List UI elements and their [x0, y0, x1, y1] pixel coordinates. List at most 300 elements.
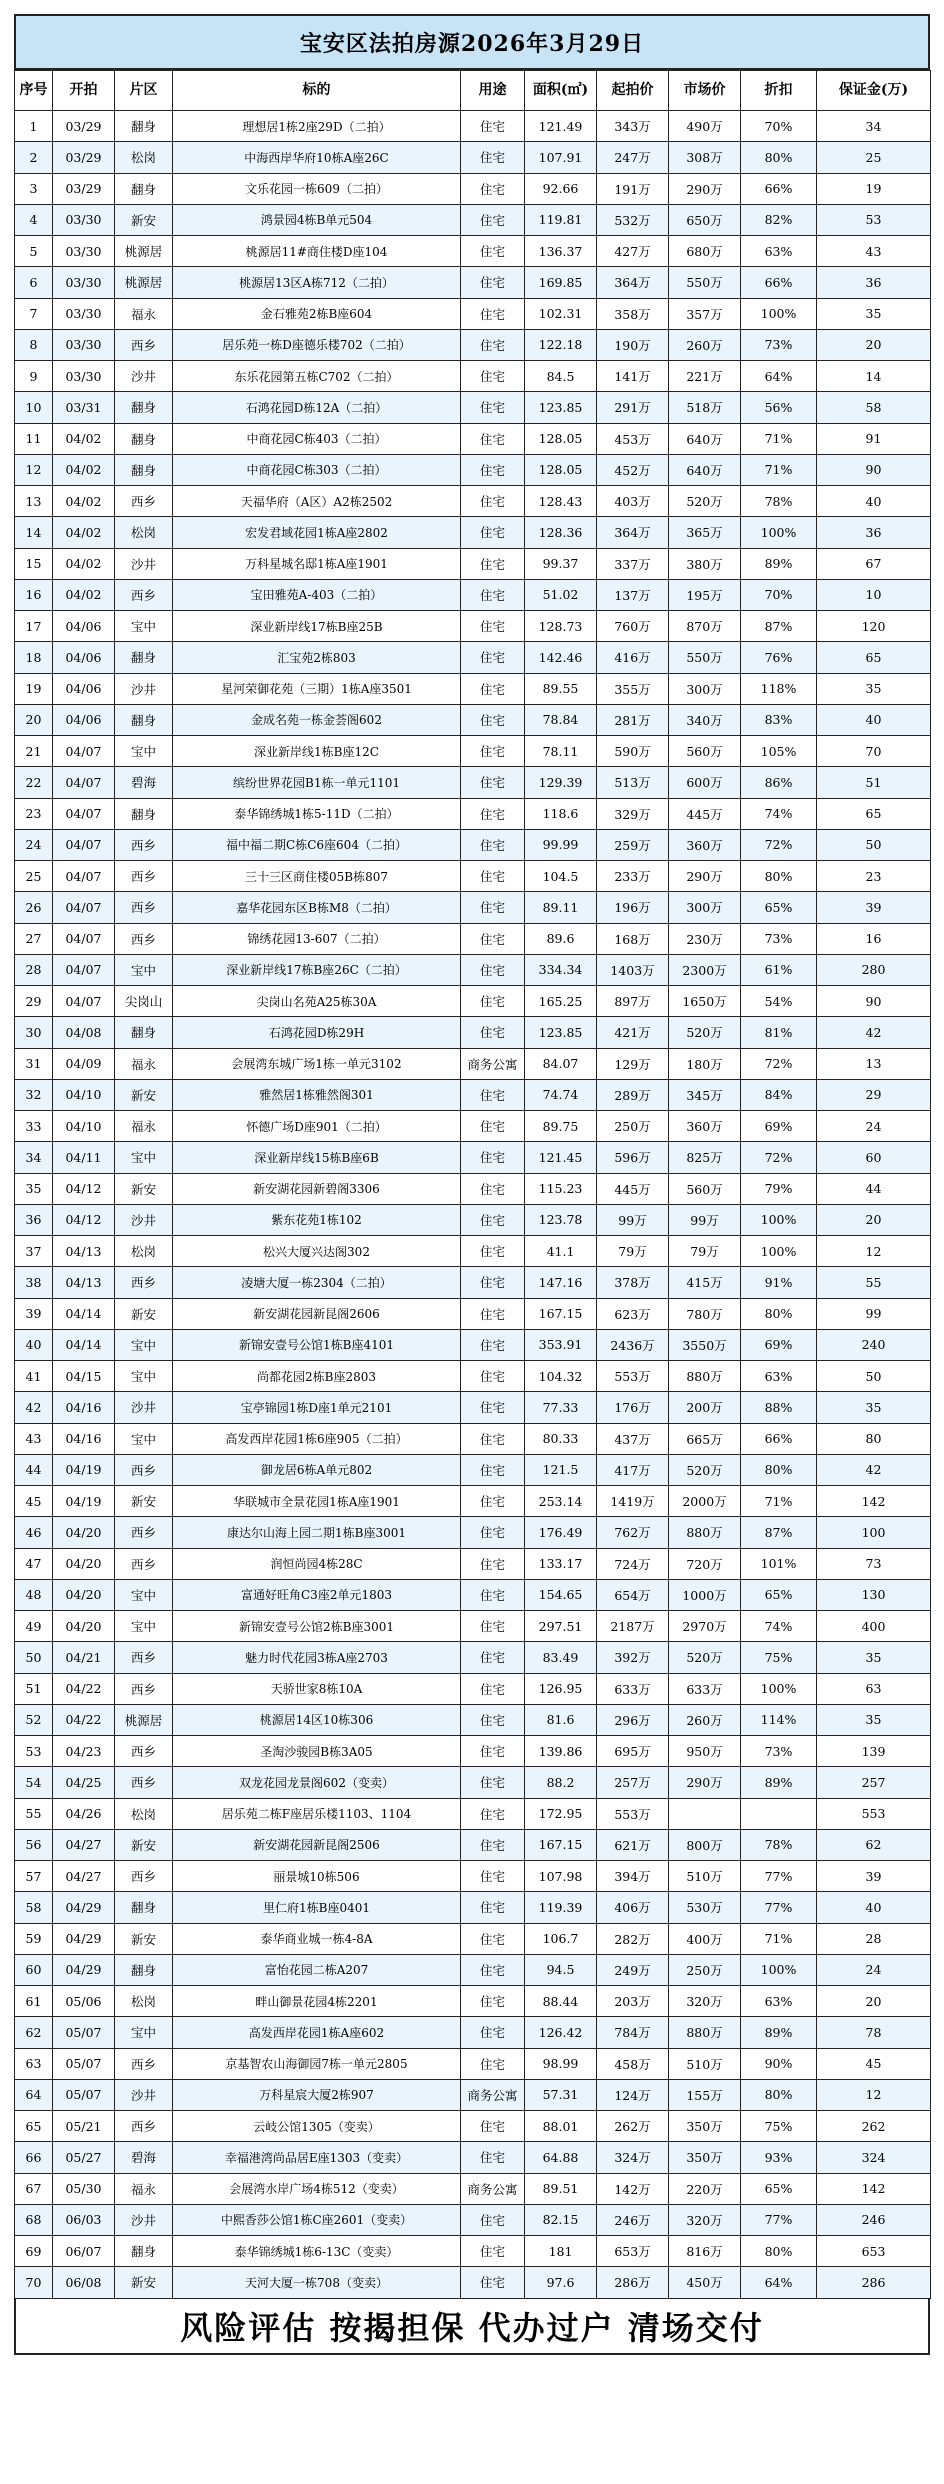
col-start-price-cell: 291万: [597, 392, 669, 423]
col-property-cell: 润恒尚园4栋28C: [173, 1548, 461, 1579]
col-market-price-cell: 800万: [669, 1829, 741, 1860]
col-discount-cell: 64%: [741, 2267, 817, 2298]
col-usage-cell: 住宅: [461, 2111, 525, 2142]
col-discount-cell: 91%: [741, 1267, 817, 1298]
col-deposit-cell: 90: [817, 986, 931, 1017]
col-discount-cell: 70%: [741, 579, 817, 610]
col-auction-date-cell: 04/10: [53, 1079, 115, 1110]
col-start-price-cell: 196万: [597, 892, 669, 923]
col-start-price-cell: 1403万: [597, 954, 669, 985]
col-market-price-cell: 290万: [669, 1767, 741, 1798]
col-deposit-cell: 62: [817, 1829, 931, 1860]
col-usage-cell: 住宅: [461, 923, 525, 954]
col-discount-cell: 69%: [741, 1111, 817, 1142]
table-row: [15, 1361, 931, 1392]
col-start-price-cell: 760万: [597, 611, 669, 642]
table-row: [15, 1079, 931, 1110]
col-start-price-cell: 259万: [597, 829, 669, 860]
col-property-cell: 富通好旺角C3座2单元1803: [173, 1579, 461, 1610]
table-row: [15, 298, 931, 329]
col-start-price-cell: 762万: [597, 1517, 669, 1548]
col-discount-cell: 74%: [741, 798, 817, 829]
table-row: [15, 1142, 931, 1173]
table-row: [15, 2048, 931, 2079]
col-usage-cell: 住宅: [461, 1454, 525, 1485]
col-deposit-cell: 246: [817, 2204, 931, 2235]
table-row: [15, 1798, 931, 1829]
col-auction-date-cell: 04/07: [53, 923, 115, 954]
col-market-price-cell: 560万: [669, 736, 741, 767]
col-deposit-cell: 25: [817, 142, 931, 173]
col-district-cell: 新安: [115, 1079, 173, 1110]
col-auction-date-cell: 04/06: [53, 704, 115, 735]
col-property-cell: 里仁府1栋B座0401: [173, 1892, 461, 1923]
col-deposit-cell: 55: [817, 1267, 931, 1298]
col-start-price-cell: 427万: [597, 236, 669, 267]
col-area-cell: 169.85: [525, 267, 597, 298]
table-row: [15, 954, 931, 985]
col-area-cell: 106.7: [525, 1923, 597, 1954]
table-row: [15, 1986, 931, 2017]
col-discount-cell: 80%: [741, 861, 817, 892]
col-property-cell: 尖岗山名苑A25栋30A: [173, 986, 461, 1017]
col-index-cell: 26: [15, 892, 53, 923]
col-area-cell: 128.73: [525, 611, 597, 642]
col-index-cell: 16: [15, 579, 53, 610]
col-discount-cell: 74%: [741, 1611, 817, 1642]
col-usage-cell: 住宅: [461, 736, 525, 767]
col-area-cell: 98.99: [525, 2048, 597, 2079]
col-property-cell: 居乐苑二栋F座居乐楼1103、1104: [173, 1798, 461, 1829]
page-title: 宝安区法拍房源2026年3月29日: [14, 14, 930, 70]
col-discount-cell: 118%: [741, 673, 817, 704]
col-area-cell: 64.88: [525, 2142, 597, 2173]
col-usage-cell: 住宅: [461, 2048, 525, 2079]
col-start-price-cell: 406万: [597, 1892, 669, 1923]
col-auction-date-cell: 04/21: [53, 1642, 115, 1673]
col-area-cell: 107.91: [525, 142, 597, 173]
col-index-cell: 34: [15, 1142, 53, 1173]
col-area-cell: 129.39: [525, 767, 597, 798]
col-district-cell: 西乡: [115, 2111, 173, 2142]
col-usage-cell: 商务公寓: [461, 1048, 525, 1079]
col-property-cell: 康达尔山海上园二期1栋B座3001: [173, 1517, 461, 1548]
col-area-cell: 147.16: [525, 1267, 597, 1298]
col-property-cell: 紫东花苑1栋102: [173, 1204, 461, 1235]
listing-table: [14, 70, 931, 2299]
col-area-cell: 118.6: [525, 798, 597, 829]
col-market-price-cell: 220万: [669, 2173, 741, 2204]
col-property-cell: 新锦安壹号公馆1栋B座4101: [173, 1329, 461, 1360]
col-auction-date-cell: 04/12: [53, 1204, 115, 1235]
col-market-price-cell: 650万: [669, 204, 741, 235]
col-market-price-cell: 880万: [669, 1361, 741, 1392]
table-row: [15, 1392, 931, 1423]
col-deposit-cell: 24: [817, 1111, 931, 1142]
col-start-price-cell: 2187万: [597, 1611, 669, 1642]
table-row: [15, 1236, 931, 1267]
col-deposit-cell: 45: [817, 2048, 931, 2079]
col-usage-cell: 住宅: [461, 2236, 525, 2267]
col-index-cell: 3: [15, 173, 53, 204]
col-area-cell: 176.49: [525, 1517, 597, 1548]
col-discount-cell: 66%: [741, 267, 817, 298]
col-property-cell: 魅力时代花园3栋A座2703: [173, 1642, 461, 1673]
col-index-cell: 48: [15, 1579, 53, 1610]
col-start-price-cell: 190万: [597, 329, 669, 360]
col-property-cell: 福中福二期C栋C6座604（二拍）: [173, 829, 461, 860]
table-row: [15, 1486, 931, 1517]
col-deposit-cell: 240: [817, 1329, 931, 1360]
col-market-price-cell: 520万: [669, 486, 741, 517]
col-index-cell: 36: [15, 1204, 53, 1235]
col-index-cell: 23: [15, 798, 53, 829]
col-deposit-cell: 39: [817, 1861, 931, 1892]
col-usage-cell: 住宅: [461, 1142, 525, 1173]
col-property-cell: 丽景城10栋506: [173, 1861, 461, 1892]
col-deposit-cell: 63: [817, 1673, 931, 1704]
col-auction-date-cell: 04/06: [53, 642, 115, 673]
col-property-cell: 深业新岸线1栋B座12C: [173, 736, 461, 767]
col-index-cell: 42: [15, 1392, 53, 1423]
col-market-price-cell: 490万: [669, 111, 741, 142]
col-property-cell: 石鸿花园D栋12A（二拍）: [173, 392, 461, 423]
col-area-cell: 99.99: [525, 829, 597, 860]
col-auction-date-cell: 05/27: [53, 2142, 115, 2173]
col-market-price-cell: 2000万: [669, 1486, 741, 1517]
col-auction-date-cell: 04/06: [53, 673, 115, 704]
col-district-cell: 翻身: [115, 392, 173, 423]
col-market-price-cell: 365万: [669, 517, 741, 548]
table-row: [15, 173, 931, 204]
col-index-cell: 49: [15, 1611, 53, 1642]
col-discount-cell: 70%: [741, 111, 817, 142]
col-usage-cell: 住宅: [461, 704, 525, 735]
table-row: [15, 579, 931, 610]
col-usage-cell: 住宅: [461, 329, 525, 360]
col-index-cell: 18: [15, 642, 53, 673]
col-district-cell: 碧海: [115, 767, 173, 798]
table-row: [15, 861, 931, 892]
col-discount-cell: 80%: [741, 142, 817, 173]
col-deposit-cell: 12: [817, 1236, 931, 1267]
col-index-cell: 21: [15, 736, 53, 767]
col-district-cell: 西乡: [115, 329, 173, 360]
col-district-cell: 松岗: [115, 1986, 173, 2017]
col-deposit-cell: 10: [817, 579, 931, 610]
col-district-cell: 碧海: [115, 2142, 173, 2173]
col-property-cell: 桃源居14区10栋306: [173, 1704, 461, 1735]
col-usage-cell: 住宅: [461, 204, 525, 235]
col-auction-date-cell: 04/07: [53, 829, 115, 860]
col-district-cell: 西乡: [115, 892, 173, 923]
col-area-cell: 89.51: [525, 2173, 597, 2204]
col-index-cell: 54: [15, 1767, 53, 1798]
col-district-cell: 沙井: [115, 361, 173, 392]
col-deposit-cell: 286: [817, 2267, 931, 2298]
col-deposit-cell: 99: [817, 1298, 931, 1329]
col-district-cell: 福永: [115, 2173, 173, 2204]
col-auction-date-cell: 04/02: [53, 517, 115, 548]
col-market-price-cell: 450万: [669, 2267, 741, 2298]
col-discount-cell: 100%: [741, 1204, 817, 1235]
auction-listing-sheet: [14, 14, 930, 2355]
col-usage-cell: 住宅: [461, 1642, 525, 1673]
col-usage-cell: 住宅: [461, 111, 525, 142]
col-deposit-cell: 120: [817, 611, 931, 642]
col-property-cell: 宝田雅苑A-403（二拍）: [173, 579, 461, 610]
col-start-price-cell: 168万: [597, 923, 669, 954]
col-start-price-cell: 724万: [597, 1548, 669, 1579]
col-index-cell: 46: [15, 1517, 53, 1548]
col-auction-date-cell: 04/19: [53, 1486, 115, 1517]
col-deposit-cell: 12: [817, 2079, 931, 2110]
col-district-cell: 西乡: [115, 2048, 173, 2079]
table-row: [15, 142, 931, 173]
col-deposit-cell: 130: [817, 1579, 931, 1610]
col-property-cell: 万科星城名邸1栋A座1901: [173, 548, 461, 579]
col-discount-cell: 81%: [741, 1017, 817, 1048]
table-row: [15, 829, 931, 860]
col-usage-cell: 住宅: [461, 1361, 525, 1392]
table-row: [15, 1673, 931, 1704]
col-auction-date-cell: 03/29: [53, 111, 115, 142]
table-row: [15, 1579, 931, 1610]
col-district-cell: 西乡: [115, 1673, 173, 1704]
col-market-price-cell: 510万: [669, 1861, 741, 1892]
col-discount-cell: [741, 1798, 817, 1829]
col-market-price-cell: 520万: [669, 1017, 741, 1048]
col-district-cell: 翻身: [115, 1017, 173, 1048]
col-deposit-cell: 653: [817, 2236, 931, 2267]
col-district-cell: 宝中: [115, 736, 173, 767]
col-usage-cell: 住宅: [461, 1204, 525, 1235]
col-usage-cell: 住宅: [461, 517, 525, 548]
col-auction-date-cell: 04/12: [53, 1173, 115, 1204]
col-area-cell: 82.15: [525, 2204, 597, 2235]
col-area-cell: 88.44: [525, 1986, 597, 2017]
col-usage-cell: 住宅: [461, 1673, 525, 1704]
col-district-cell: 翻身: [115, 2236, 173, 2267]
table-row: [15, 1861, 931, 1892]
col-auction-date-cell: 06/08: [53, 2267, 115, 2298]
col-district-cell: 翻身: [115, 111, 173, 142]
col-area-cell: 102.31: [525, 298, 597, 329]
col-index-cell: 32: [15, 1079, 53, 1110]
table-row: [15, 1923, 931, 1954]
col-index-cell: 45: [15, 1486, 53, 1517]
col-usage-cell: 住宅: [461, 1236, 525, 1267]
col-discount-cell: 87%: [741, 611, 817, 642]
col-auction-date-cell: 03/30: [53, 329, 115, 360]
col-district-cell: 新安: [115, 1923, 173, 1954]
table-row: [15, 986, 931, 1017]
col-index-cell: 19: [15, 673, 53, 704]
col-auction-date-cell: 04/14: [53, 1329, 115, 1360]
col-area-cell: 128.36: [525, 517, 597, 548]
col-district-cell: 沙井: [115, 1204, 173, 1235]
col-market-price-cell: 600万: [669, 767, 741, 798]
col-area-cell: 121.5: [525, 1454, 597, 1485]
col-usage-cell: 商务公寓: [461, 2079, 525, 2110]
col-discount-cell: 101%: [741, 1548, 817, 1579]
col-auction-date-cell: 04/19: [53, 1454, 115, 1485]
table-row: [15, 2267, 931, 2298]
col-deposit-cell: 40: [817, 486, 931, 517]
col-market-price-cell: 357万: [669, 298, 741, 329]
col-property-cell: 云岐公馆1305（变卖）: [173, 2111, 461, 2142]
col-start-price-cell: 355万: [597, 673, 669, 704]
col-auction-date-cell: 03/29: [53, 142, 115, 173]
col-area-cell: 172.95: [525, 1798, 597, 1829]
col-index-cell: 62: [15, 2017, 53, 2048]
col-discount-cell: 114%: [741, 1704, 817, 1735]
col-market-price-cell: 155万: [669, 2079, 741, 2110]
col-start-price-cell: 623万: [597, 1298, 669, 1329]
col-index-cell: 25: [15, 861, 53, 892]
col-discount-cell: 71%: [741, 454, 817, 485]
col-property-cell: 新锦安壹号公馆2栋B座3001: [173, 1611, 461, 1642]
table-row: [15, 111, 931, 142]
table-row: [15, 1704, 931, 1735]
col-deposit-cell: 50: [817, 1361, 931, 1392]
col-area-cell: 121.49: [525, 111, 597, 142]
col-property-cell: 深业新岸线17栋B座26C（二拍）: [173, 954, 461, 985]
table-row: [15, 1204, 931, 1235]
col-auction-date-cell: 04/02: [53, 548, 115, 579]
col-start-price-cell: 392万: [597, 1642, 669, 1673]
col-start-price-cell: 364万: [597, 267, 669, 298]
col-discount-cell: 54%: [741, 986, 817, 1017]
col-area-cell: 119.81: [525, 204, 597, 235]
col-property-cell: 新安湖花园新昆阁2606: [173, 1298, 461, 1329]
col-auction-date-cell: 05/21: [53, 2111, 115, 2142]
col-area-cell: 92.66: [525, 173, 597, 204]
col-market-price-cell: 200万: [669, 1392, 741, 1423]
col-area-cell: 128.05: [525, 423, 597, 454]
col-auction-date-cell: 04/08: [53, 1017, 115, 1048]
col-district-cell: 翻身: [115, 173, 173, 204]
col-area-cell: 97.6: [525, 2267, 597, 2298]
col-auction-date-cell: 05/07: [53, 2048, 115, 2079]
col-auction-date-cell: 03/30: [53, 236, 115, 267]
col-area-cell: 115.23: [525, 1173, 597, 1204]
col-property-cell: 嘉华花园东区B栋M8（二拍）: [173, 892, 461, 923]
col-district-cell: 西乡: [115, 579, 173, 610]
col-property-cell: 理想居1栋2座29D（二拍）: [173, 111, 461, 142]
col-deposit-cell: 42: [817, 1454, 931, 1485]
col-auction-date-cell: 04/15: [53, 1361, 115, 1392]
col-area-cell: 181: [525, 2236, 597, 2267]
col-deposit-cell: 80: [817, 1423, 931, 1454]
col-auction-date-cell: 04/02: [53, 486, 115, 517]
col-index-cell: 43: [15, 1423, 53, 1454]
col-usage-cell: 住宅: [461, 1548, 525, 1579]
col-usage-cell: 住宅: [461, 673, 525, 704]
col-area-cell: 51.02: [525, 579, 597, 610]
col-auction-date-cell: 04/29: [53, 1892, 115, 1923]
col-start-price-cell: 137万: [597, 579, 669, 610]
col-auction-date-cell: 04/22: [53, 1673, 115, 1704]
col-property-cell: 泰华商业城一栋4-8A: [173, 1923, 461, 1954]
col-auction-date-cell: 04/13: [53, 1267, 115, 1298]
col-deposit-cell: 28: [817, 1923, 931, 1954]
table-row: [15, 1517, 931, 1548]
col-auction-date-cell: 04/27: [53, 1861, 115, 1892]
col-property-cell: 京基智农山海御园7栋一单元2805: [173, 2048, 461, 2079]
col-property-cell: 鸿景园4栋B单元504: [173, 204, 461, 235]
col-usage-cell: 住宅: [461, 1767, 525, 1798]
col-index-cell: 14: [15, 517, 53, 548]
col-usage-cell: 住宅: [461, 1611, 525, 1642]
col-deposit-cell: 43: [817, 236, 931, 267]
col-district-cell: 西乡: [115, 1736, 173, 1767]
col-start-price-cell: 142万: [597, 2173, 669, 2204]
col-usage-cell: 住宅: [461, 1486, 525, 1517]
col-market-price-cell: 350万: [669, 2111, 741, 2142]
col-discount-cell: 56%: [741, 392, 817, 423]
col-usage-cell: 住宅: [461, 642, 525, 673]
col-area-cell: 88.01: [525, 2111, 597, 2142]
table-row: [15, 1423, 931, 1454]
col-area-cell: 142.46: [525, 642, 597, 673]
col-deposit-cell: 280: [817, 954, 931, 985]
col-deposit-cell: 23: [817, 861, 931, 892]
col-usage-cell: 住宅: [461, 361, 525, 392]
col-auction-date-cell: 04/23: [53, 1736, 115, 1767]
col-area-cell: 128.43: [525, 486, 597, 517]
col-deposit-cell: 142: [817, 2173, 931, 2204]
col-deposit-cell: 35: [817, 1642, 931, 1673]
col-index-cell: 51: [15, 1673, 53, 1704]
col-deposit-cell: 39: [817, 892, 931, 923]
col-start-price-cell: 695万: [597, 1736, 669, 1767]
col-index-cell: 57: [15, 1861, 53, 1892]
col-usage-cell: 住宅: [461, 1392, 525, 1423]
col-deposit-cell: 400: [817, 1611, 931, 1642]
col-property-cell: 泰华锦绣城1栋6-13C（变卖）: [173, 2236, 461, 2267]
col-auction-date-cell: 04/07: [53, 986, 115, 1017]
col-start-price-cell: 590万: [597, 736, 669, 767]
col-index-cell: 64: [15, 2079, 53, 2110]
col-start-price-cell: 394万: [597, 1861, 669, 1892]
col-district-cell: 新安: [115, 2267, 173, 2298]
col-start-price-cell: 1419万: [597, 1486, 669, 1517]
col-property-cell: 新安湖花园新碧阁3306: [173, 1173, 461, 1204]
col-property-cell: 富怡花园二栋A207: [173, 1954, 461, 1985]
col-index-cell: 29: [15, 986, 53, 1017]
col-usage-cell: 住宅: [461, 1736, 525, 1767]
col-start-price-cell: 452万: [597, 454, 669, 485]
col-property-cell: 锦绣花园13-607（二拍）: [173, 923, 461, 954]
col-usage-cell: 住宅: [461, 1954, 525, 1985]
col-area-cell: 74.74: [525, 1079, 597, 1110]
col-start-price-cell: 191万: [597, 173, 669, 204]
col-start-price-cell: 453万: [597, 423, 669, 454]
col-auction-date-cell: 03/30: [53, 267, 115, 298]
table-row: [15, 2017, 931, 2048]
col-discount-cell: 66%: [741, 173, 817, 204]
table-row: [15, 611, 931, 642]
col-market-price-cell: 510万: [669, 2048, 741, 2079]
col-market-price-cell: 221万: [669, 361, 741, 392]
table-row: [15, 1454, 931, 1485]
table-row: [15, 2204, 931, 2235]
col-usage-cell: 住宅: [461, 267, 525, 298]
col-usage-cell: 住宅: [461, 1329, 525, 1360]
table-body: [15, 111, 931, 2299]
col-area-cell: 104.32: [525, 1361, 597, 1392]
